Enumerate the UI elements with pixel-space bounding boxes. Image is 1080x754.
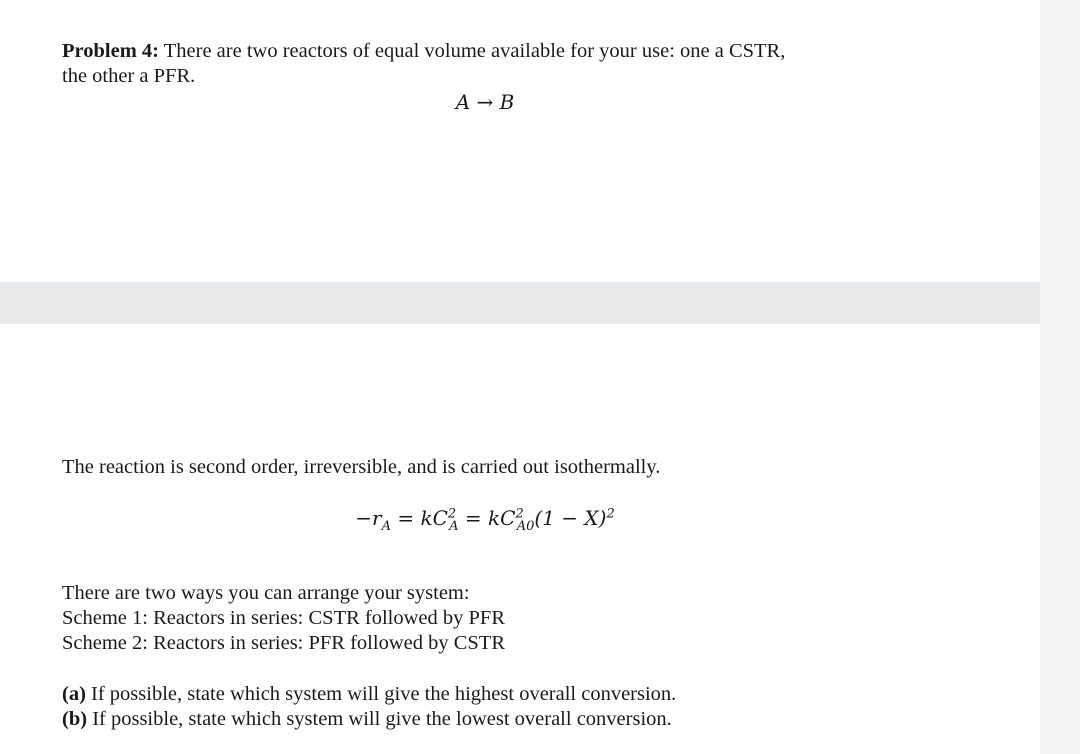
reaction-description: The reaction is second order, irreversible, and is carried out isothermally. <box>62 456 661 478</box>
scheme-1: Scheme 1: Reactors in series: CSTR followed by PFR <box>62 607 505 629</box>
reaction-equation: A → B <box>455 90 515 114</box>
rate-tail: (1 − X) <box>534 506 607 530</box>
rate-lhs-sub: A <box>381 519 391 534</box>
rate-rhs-sup: 2 <box>515 506 524 522</box>
problem-intro-text: There are two reactors of equal volume available for your use: one a CSTR, <box>163 40 786 62</box>
rate-rhs-sub: A0 <box>516 519 535 534</box>
rate-lhs: −r <box>355 506 382 530</box>
equals-sign-2: = <box>464 506 482 530</box>
rate-mid: kC <box>420 506 448 530</box>
rate-rhs: kC <box>488 506 516 530</box>
schemes-intro: There are two ways you can arrange your system: <box>62 582 470 604</box>
equals-sign-1: = <box>397 506 415 530</box>
scheme-2: Scheme 2: Reactors in series: PFR followed by CSTR <box>62 632 505 654</box>
problem-intro-line-2: the other a PFR. <box>62 65 196 87</box>
question-a-label: (a) <box>62 683 86 705</box>
problem-heading: Problem 4: <box>62 40 159 62</box>
rate-equation <box>0 506 970 534</box>
question-b-text: If possible, state which system will give the lowest overall conversion. <box>92 708 672 730</box>
document-page-1 <box>0 0 1040 282</box>
rate-mid-sub: A <box>449 519 459 534</box>
rate-tail-sup: 2 <box>606 506 615 522</box>
problem-intro-line-1 <box>62 39 785 64</box>
document-page-2 <box>0 324 1040 754</box>
question-a <box>62 682 676 707</box>
question-a-text: If possible, state which system will give the highest overall conversion. <box>91 683 677 705</box>
rate-mid-sup: 2 <box>447 506 457 522</box>
question-b <box>62 707 672 732</box>
question-b-label: (b) <box>62 708 88 730</box>
viewer-side-strip <box>1040 0 1080 754</box>
